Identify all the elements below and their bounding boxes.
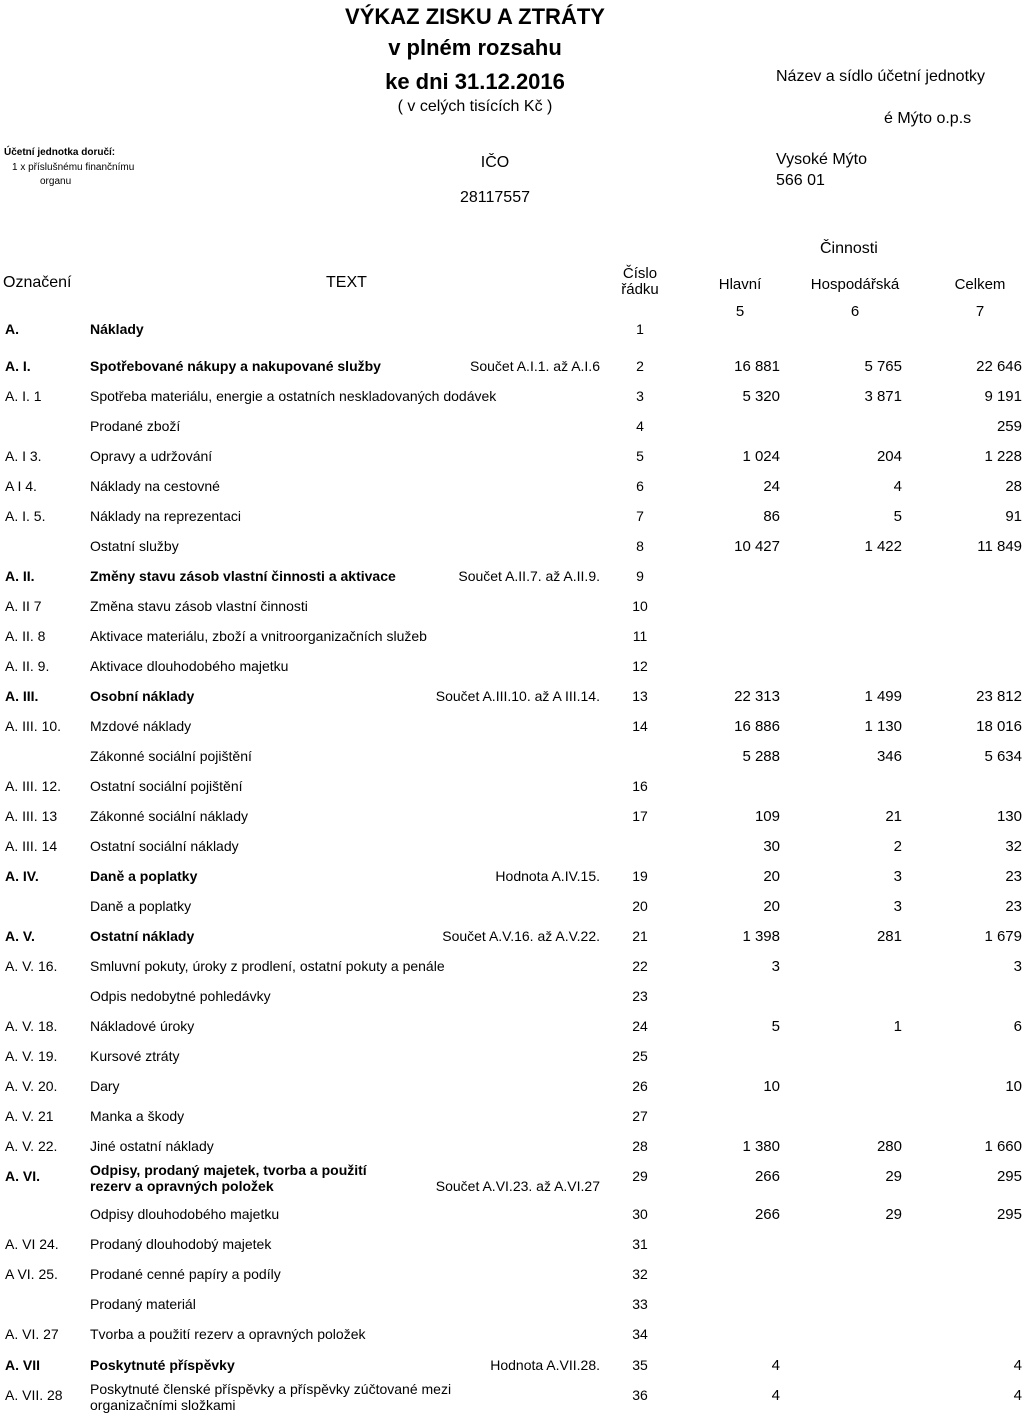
row-value-main: 16 881 bbox=[734, 358, 780, 375]
row-sum-formula: Součet A.III.10. až A III.14. bbox=[435, 688, 600, 704]
row-value-main: 24 bbox=[763, 478, 780, 495]
row-value-economic: 1 bbox=[893, 1018, 902, 1035]
row-code: A VI. 25. bbox=[5, 1266, 58, 1282]
row-code: A. II. 8 bbox=[5, 628, 46, 644]
row-text: Opravy a udržování bbox=[90, 448, 213, 464]
table-row bbox=[0, 1206, 1024, 1236]
row-line-number: 25 bbox=[632, 1048, 648, 1064]
row-line-number: 8 bbox=[636, 538, 644, 554]
row-line-number: 4 bbox=[636, 418, 644, 434]
row-value-total: 22 646 bbox=[976, 358, 1022, 375]
row-value-total: 130 bbox=[996, 808, 1022, 825]
row-line-number: 13 bbox=[632, 688, 648, 704]
row-text: Změna stavu zásob vlastní činnosti bbox=[90, 598, 308, 614]
row-code: A. V. 21 bbox=[5, 1108, 54, 1124]
table-row bbox=[0, 448, 1024, 478]
row-value-total: 1 228 bbox=[984, 448, 1022, 465]
table-row bbox=[0, 718, 1024, 748]
row-text: Kursové ztráty bbox=[90, 1048, 180, 1064]
report-units: ( v celých tisících Kč ) bbox=[397, 98, 553, 115]
row-sum-formula: Součet A.VI.23. až A.VI.27 bbox=[435, 1178, 600, 1194]
row-line-number: 12 bbox=[632, 658, 648, 674]
table-row bbox=[0, 358, 1024, 388]
row-text: Ostatní sociální pojištění bbox=[90, 778, 243, 794]
table-row bbox=[0, 508, 1024, 538]
row-code: A. II. 9. bbox=[5, 658, 50, 674]
row-value-total: 10 bbox=[1005, 1078, 1022, 1095]
table-row bbox=[0, 808, 1024, 838]
row-line-number: 32 bbox=[632, 1266, 648, 1282]
row-code: A I 4. bbox=[5, 478, 37, 494]
row-value-main: 109 bbox=[754, 808, 780, 825]
row-line-number: 14 bbox=[632, 718, 648, 734]
row-text: Smluvní pokuty, úroky z prodlení, ostatní pokuty a penále bbox=[90, 958, 445, 974]
row-value-economic: 29 bbox=[885, 1206, 902, 1223]
row-value-economic: 21 bbox=[885, 808, 902, 825]
table-row bbox=[0, 1108, 1024, 1138]
table-row bbox=[0, 928, 1024, 958]
row-value-economic: 4 bbox=[893, 478, 902, 495]
row-line-number: 29 bbox=[632, 1168, 648, 1184]
row-value-total: 4 bbox=[1013, 1387, 1022, 1404]
row-value-main: 10 bbox=[763, 1078, 780, 1095]
row-line-number: 19 bbox=[632, 868, 648, 884]
row-value-main: 5 bbox=[771, 1018, 780, 1035]
col-num-total: 7 bbox=[975, 303, 985, 320]
row-value-total: 1 679 bbox=[984, 928, 1022, 945]
table-row bbox=[0, 868, 1024, 898]
row-value-main: 4 bbox=[771, 1387, 780, 1404]
row-code: A. I. 5. bbox=[5, 508, 46, 524]
row-text: Zákonné sociální pojištění bbox=[90, 748, 252, 764]
col-header-total: Celkem bbox=[954, 276, 1006, 293]
table-row bbox=[0, 538, 1024, 568]
table-row bbox=[0, 838, 1024, 868]
row-text: Ostatní služby bbox=[90, 538, 179, 554]
row-value-total: 23 bbox=[1005, 898, 1022, 915]
row-value-economic: 3 871 bbox=[864, 388, 902, 405]
row-text: Poskytnuté příspěvky bbox=[90, 1357, 235, 1373]
table-row bbox=[0, 388, 1024, 418]
report-subtitle: v plném rozsahu bbox=[388, 35, 562, 60]
table-row bbox=[0, 598, 1024, 628]
row-text: Manka a škody bbox=[90, 1108, 185, 1124]
row-value-total: 18 016 bbox=[976, 718, 1022, 735]
row-code: A. VII. 28 bbox=[5, 1387, 63, 1403]
table-row bbox=[0, 1162, 1024, 1198]
row-text: Náklady na reprezentaci bbox=[90, 508, 241, 524]
row-line-number: 11 bbox=[632, 628, 648, 644]
row-text: Aktivace materiálu, zboží a vnitroorganizačních služeb bbox=[90, 628, 427, 644]
row-text: Odpisy dlouhodobého majetku bbox=[90, 1206, 280, 1222]
row-code: A. V. bbox=[5, 928, 35, 944]
row-value-economic: 5 765 bbox=[864, 358, 902, 375]
table-row bbox=[0, 1048, 1024, 1078]
row-sum-formula: Součet A.V.16. až A.V.22. bbox=[442, 928, 600, 944]
row-value-main: 266 bbox=[754, 1206, 780, 1223]
row-value-economic: 3 bbox=[893, 868, 902, 885]
row-line-number: 34 bbox=[632, 1326, 648, 1342]
report-title: VÝKAZ ZISKU A ZTRÁTY bbox=[345, 4, 605, 29]
row-text: Změny stavu zásob vlastní činnosti a aktivace bbox=[90, 568, 396, 584]
row-text: Spotřebované nákupy a nakupované služby bbox=[90, 358, 381, 374]
entity-name: é Mýto o.p.s bbox=[884, 110, 972, 127]
row-value-total: 3 bbox=[1013, 958, 1022, 975]
row-code: A. VI 24. bbox=[5, 1236, 59, 1252]
ico-value: 28117557 bbox=[460, 189, 530, 206]
col-header-code: Označení bbox=[3, 274, 72, 291]
row-value-main: 3 bbox=[771, 958, 780, 975]
row-text: Nákladové úroky bbox=[90, 1018, 195, 1034]
row-text: Odpis nedobytné pohledávky bbox=[90, 988, 271, 1004]
col-header-text: TEXT bbox=[326, 274, 367, 291]
row-line-number: 30 bbox=[632, 1206, 648, 1222]
row-line-number: 22 bbox=[632, 958, 648, 974]
row-code: A. IV. bbox=[5, 868, 39, 884]
row-code: A. III. 14 bbox=[5, 838, 58, 854]
row-code: A. VI. 27 bbox=[5, 1326, 59, 1342]
col-header-line: Číslo řádku bbox=[621, 265, 659, 298]
row-line-number: 36 bbox=[632, 1387, 648, 1403]
row-value-main: 86 bbox=[763, 508, 780, 525]
col-header-economic: Hospodářská bbox=[810, 276, 900, 293]
row-value-main: 22 313 bbox=[734, 688, 780, 705]
row-line-number: 26 bbox=[632, 1078, 648, 1094]
row-value-total: 9 191 bbox=[984, 388, 1022, 405]
row-line-number: 21 bbox=[632, 928, 648, 944]
row-value-economic: 280 bbox=[876, 1138, 902, 1155]
row-value-total: 23 812 bbox=[976, 688, 1022, 705]
row-value-economic: 1 499 bbox=[864, 688, 902, 705]
row-code: A. V. 20. bbox=[5, 1078, 58, 1094]
row-value-main: 266 bbox=[754, 1168, 780, 1185]
table-row bbox=[0, 1236, 1024, 1266]
table-row bbox=[0, 478, 1024, 508]
row-code: A. I. 1 bbox=[5, 388, 42, 404]
table-row bbox=[0, 1381, 1024, 1417]
row-code: A. bbox=[5, 321, 19, 337]
row-value-economic: 1 422 bbox=[864, 538, 902, 555]
row-value-total: 32 bbox=[1005, 838, 1022, 855]
row-text: Aktivace dlouhodobého majetku bbox=[90, 658, 289, 674]
row-line-number: 20 bbox=[632, 898, 648, 914]
row-sum-formula: Součet A.II.7. až A.II.9. bbox=[458, 568, 600, 584]
row-code: A. I 3. bbox=[5, 448, 42, 464]
col-num-economic: 6 bbox=[850, 303, 860, 320]
row-text: Prodané zboží bbox=[90, 418, 181, 434]
row-value-main: 20 bbox=[763, 868, 780, 885]
row-value-main: 1 398 bbox=[742, 928, 780, 945]
deliver-line-2: organu bbox=[40, 176, 72, 187]
table-row bbox=[0, 988, 1024, 1018]
row-value-main: 10 427 bbox=[734, 538, 780, 555]
row-line-number: 33 bbox=[632, 1296, 648, 1312]
row-text: Náklady bbox=[90, 321, 144, 337]
table-row bbox=[0, 568, 1024, 598]
row-value-economic: 204 bbox=[876, 448, 902, 465]
row-code: A. V. 22. bbox=[5, 1138, 58, 1154]
row-value-total: 1 660 bbox=[984, 1138, 1022, 1155]
row-code: A. II 7 bbox=[5, 598, 42, 614]
deliver-line-1: 1 x příslušnému finančnímu bbox=[12, 162, 135, 173]
row-code: A. III. bbox=[5, 688, 39, 704]
row-value-total: 11 849 bbox=[977, 538, 1022, 555]
row-text: Jiné ostatní náklady bbox=[90, 1138, 214, 1154]
table-row bbox=[0, 628, 1024, 658]
table-row bbox=[0, 1266, 1024, 1296]
row-value-total: 6 bbox=[1013, 1018, 1022, 1035]
row-value-total: 295 bbox=[996, 1168, 1022, 1185]
row-line-number: 3 bbox=[636, 388, 644, 404]
row-text: Poskytnuté členské příspěvky a příspěvky zúčtované mezi organizačními složkami bbox=[90, 1381, 452, 1413]
row-line-number: 24 bbox=[632, 1018, 648, 1034]
col-header-main: Hlavní bbox=[718, 276, 762, 293]
col-header-activities: Činnosti bbox=[820, 240, 878, 257]
row-line-number: 16 bbox=[632, 778, 648, 794]
row-sum-formula: Hodnota A.VII.28. bbox=[490, 1357, 600, 1373]
row-line-number: 5 bbox=[636, 448, 644, 464]
row-value-total: 23 bbox=[1005, 868, 1022, 885]
row-value-total: 5 634 bbox=[984, 748, 1022, 765]
row-code: A. VII bbox=[5, 1357, 41, 1373]
table-row bbox=[0, 748, 1024, 778]
row-value-main: 4 bbox=[771, 1357, 780, 1374]
row-text: Prodané cenné papíry a podíly bbox=[90, 1266, 281, 1282]
row-line-number: 28 bbox=[632, 1138, 648, 1154]
row-sum-formula: Součet A.I.1. až A.I.6 bbox=[470, 358, 600, 374]
table-row bbox=[0, 958, 1024, 988]
row-text: Prodaný dlouhodobý majetek bbox=[90, 1236, 272, 1252]
row-line-number: 23 bbox=[632, 988, 648, 1004]
row-line-number: 1 bbox=[636, 321, 644, 337]
row-line-number: 9 bbox=[636, 568, 644, 584]
row-code: A. III. 12. bbox=[5, 778, 62, 794]
row-text: Daně a poplatky bbox=[90, 868, 198, 884]
row-value-total: 28 bbox=[1005, 478, 1022, 495]
table-row bbox=[0, 778, 1024, 808]
report-date: ke dni 31.12.2016 bbox=[385, 69, 565, 94]
row-value-total: 4 bbox=[1013, 1357, 1022, 1374]
table-row bbox=[0, 898, 1024, 928]
row-code: A. I. bbox=[5, 358, 31, 374]
row-line-number: 10 bbox=[632, 598, 648, 614]
row-line-number: 27 bbox=[632, 1108, 648, 1124]
ico-label: IČO bbox=[480, 154, 510, 171]
row-line-number: 35 bbox=[632, 1357, 648, 1373]
table-row bbox=[0, 688, 1024, 718]
table-row bbox=[0, 321, 1024, 351]
row-text: Ostatní náklady bbox=[90, 928, 195, 944]
row-text: Dary bbox=[90, 1078, 120, 1094]
row-text: Osobní náklady bbox=[90, 688, 195, 704]
row-value-main: 20 bbox=[763, 898, 780, 915]
row-text: Daně a poplatky bbox=[90, 898, 192, 914]
row-value-main: 1 380 bbox=[742, 1138, 780, 1155]
row-sum-formula: Hodnota A.IV.15. bbox=[495, 868, 600, 884]
row-code: A. II. bbox=[5, 568, 35, 584]
row-value-main: 5 288 bbox=[742, 748, 780, 765]
row-text: Spotřeba materiálu, energie a ostatních neskladovaných dodávek bbox=[90, 388, 497, 404]
row-value-economic: 29 bbox=[885, 1168, 902, 1185]
row-value-economic: 5 bbox=[893, 508, 902, 525]
entity-label: Název a sídlo účetní jednotky bbox=[776, 68, 986, 85]
col-num-main: 5 bbox=[735, 303, 745, 320]
row-value-total: 259 bbox=[996, 418, 1022, 435]
entity-zip: 566 01 bbox=[776, 172, 825, 189]
row-text: Odpisy, prodaný majetek, tvorba a použití rezerv a opravných položek bbox=[90, 1162, 367, 1194]
row-value-economic: 3 bbox=[893, 898, 902, 915]
row-code: A. V. 16. bbox=[5, 958, 58, 974]
table-row bbox=[0, 1018, 1024, 1048]
row-value-main: 5 320 bbox=[742, 388, 780, 405]
row-line-number: 6 bbox=[636, 478, 644, 494]
entity-city: Vysoké Mýto bbox=[776, 151, 867, 168]
table-row bbox=[0, 1296, 1024, 1326]
row-text: Tvorba a použití rezerv a opravných položek bbox=[90, 1326, 366, 1342]
row-code: A. III. 10. bbox=[5, 718, 62, 734]
row-value-total: 295 bbox=[996, 1206, 1022, 1223]
table-row bbox=[0, 658, 1024, 688]
row-value-main: 1 024 bbox=[742, 448, 780, 465]
row-value-economic: 2 bbox=[893, 838, 902, 855]
row-value-economic: 281 bbox=[876, 928, 902, 945]
table-row bbox=[0, 418, 1024, 448]
row-text: Mzdové náklady bbox=[90, 718, 192, 734]
row-line-number: 2 bbox=[636, 358, 644, 374]
row-line-number: 31 bbox=[632, 1236, 648, 1252]
row-text: Ostatní sociální náklady bbox=[90, 838, 239, 854]
row-code: A. VI. bbox=[5, 1168, 41, 1184]
deliver-title: Účetní jednotka doručí: bbox=[4, 147, 116, 158]
table-row bbox=[0, 1078, 1024, 1108]
row-code: A. V. 19. bbox=[5, 1048, 58, 1064]
row-value-main: 16 886 bbox=[734, 718, 780, 735]
row-value-total: 91 bbox=[1005, 508, 1022, 525]
row-text: Prodaný materiál bbox=[90, 1296, 196, 1312]
table-row bbox=[0, 1326, 1024, 1356]
row-line-number: 17 bbox=[632, 808, 648, 824]
row-value-economic: 346 bbox=[876, 748, 902, 765]
row-value-main: 30 bbox=[763, 838, 780, 855]
row-text: Zákonné sociální náklady bbox=[90, 808, 248, 824]
row-code: A. III. 13 bbox=[5, 808, 58, 824]
row-text: Náklady na cestovné bbox=[90, 478, 220, 494]
row-value-economic: 1 130 bbox=[864, 718, 902, 735]
row-line-number: 7 bbox=[636, 508, 644, 524]
row-code: A. V. 18. bbox=[5, 1018, 58, 1034]
